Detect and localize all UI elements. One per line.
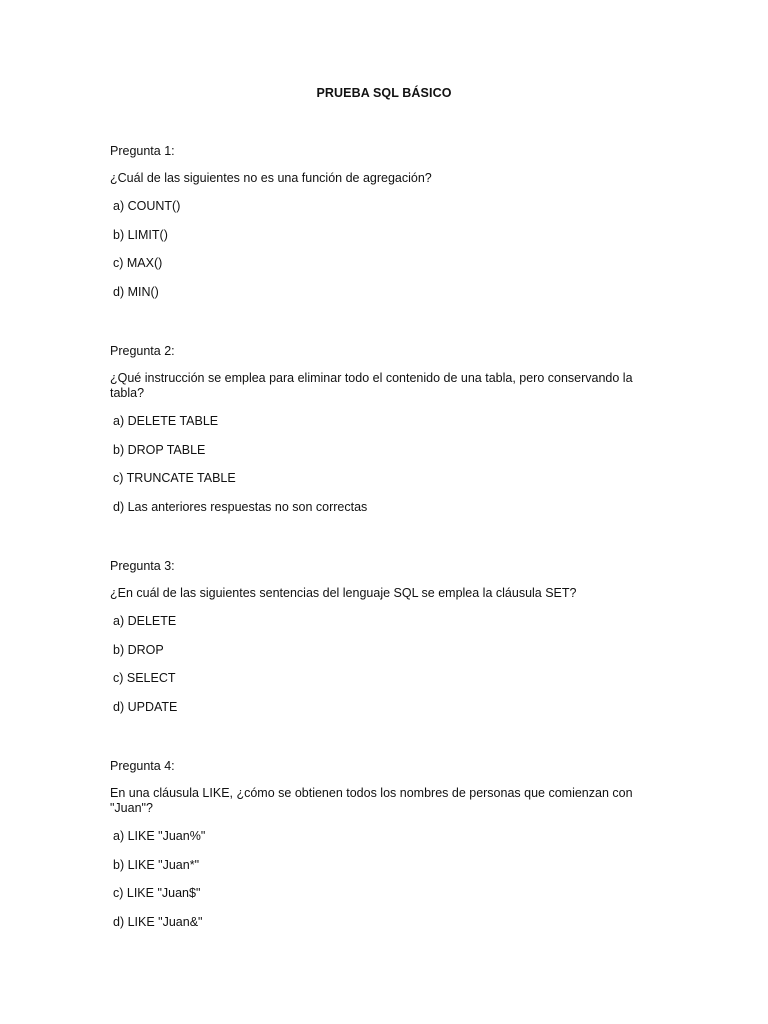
question-label: Pregunta 1:: [110, 144, 175, 158]
question-text: En una cláusula LIKE, ¿cómo se obtienen todos los nombres de personas que comienzan con "Juan"?: [110, 786, 633, 815]
question-4: [110, 758, 670, 943]
document-title: PRUEBA SQL BÁSICO: [316, 86, 452, 100]
answer-option-b: b) DROP TABLE: [113, 442, 206, 457]
answer-option-c: c) TRUNCATE TABLE: [113, 471, 236, 485]
question-label: Pregunta 3:: [110, 559, 175, 573]
question-1: [110, 143, 670, 313]
answer-option-d: d) MIN(): [113, 284, 159, 299]
answer-option-b: b) DROP: [113, 642, 164, 657]
answer-option-b: b) LIKE "Juan*": [113, 857, 200, 872]
question-label: Pregunta 2:: [110, 344, 175, 358]
question-text: ¿En cuál de las siguientes sentencias del lenguaje SQL se emplea la cláusula SET?: [110, 586, 577, 600]
answer-options: [110, 199, 670, 300]
answer-option-d: d) Las anteriores respuestas no son correctas: [113, 499, 368, 514]
answer-option-a: a) LIKE "Juan%": [113, 829, 206, 843]
answer-option-b: b) LIMIT(): [113, 227, 168, 242]
answer-option-a: a) DELETE TABLE: [113, 414, 219, 428]
answer-options: [110, 614, 670, 715]
question-3: [110, 558, 670, 728]
answer-option-d: d) LIKE "Juan&": [113, 914, 203, 929]
answer-option-c: c) SELECT: [113, 671, 176, 685]
answer-option-a: a) COUNT(): [113, 199, 181, 213]
answer-options: [110, 829, 670, 930]
question-2: [110, 343, 670, 528]
answer-option-d: d) UPDATE: [113, 699, 178, 714]
question-label: Pregunta 4:: [110, 759, 175, 773]
answer-option-c: c) LIKE "Juan$": [113, 886, 201, 900]
question-text: ¿Qué instrucción se emplea para eliminar todo el contenido de una tabla, pero conservando la tabla?: [110, 371, 633, 400]
answer-option-c: c) MAX(): [113, 256, 163, 270]
answer-option-a: a) DELETE: [113, 614, 177, 628]
question-text: ¿Cuál de las siguientes no es una función de agregación?: [110, 171, 432, 185]
answer-options: [110, 414, 670, 515]
